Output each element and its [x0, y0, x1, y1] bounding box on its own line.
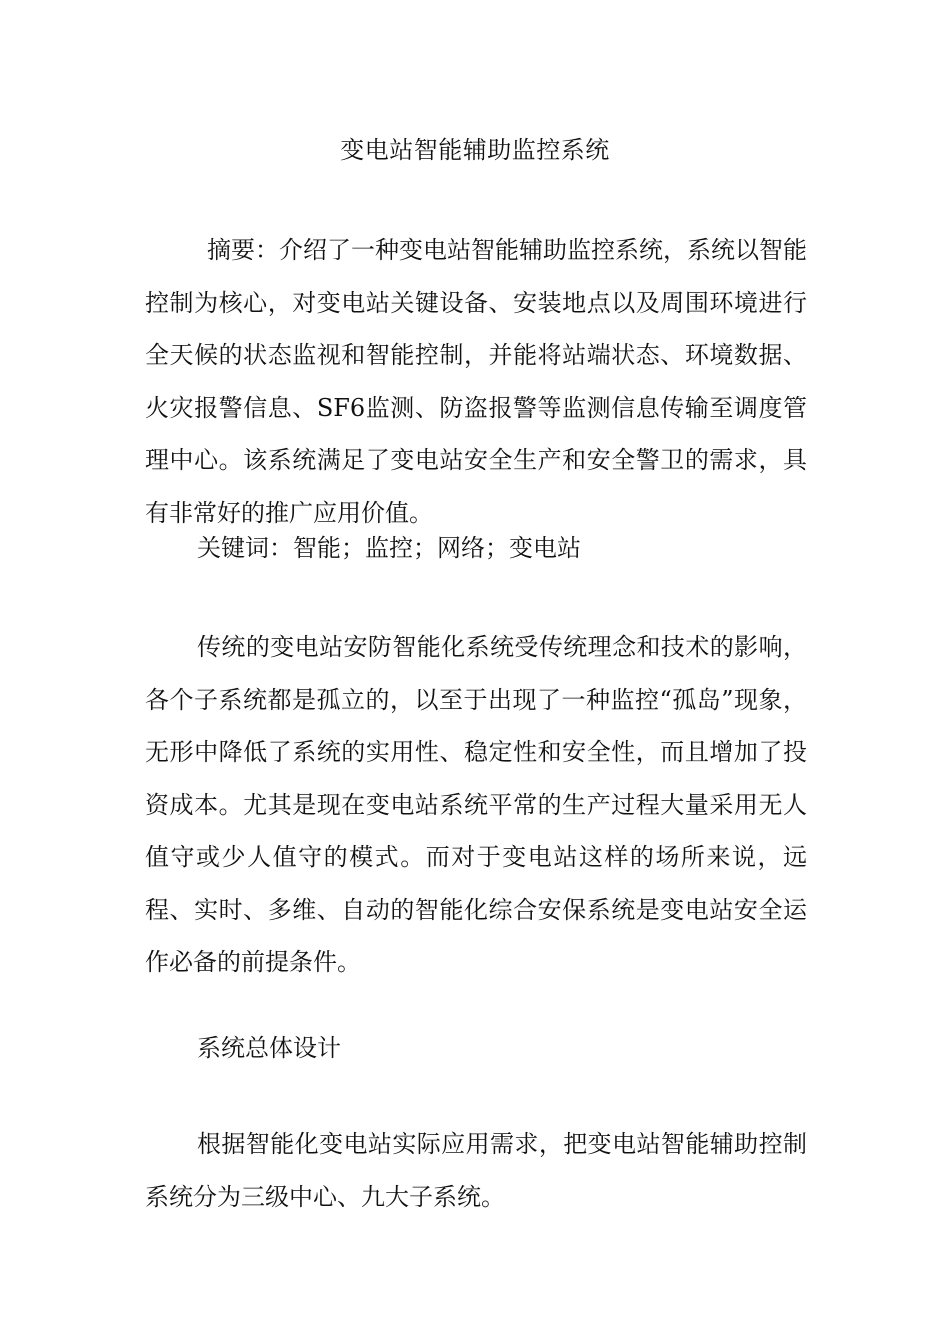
abstract-paragraph: 摘要：介绍了一种变电站智能辅助监控系统，系统以智能控制为核心，对变电站关键设备、安装地点以及周围环境进行全天候的状态监视和智能控制，并能将站端状态、环境数据、火灾报警信息、SF6监测、防盗报警等监测信息传输至调度管理中心。该系统满足了变电站安全生产和安全警卫的需求，具有非常好的推广应用价值。: [145, 236, 807, 527]
section-heading: 系统总体设计: [197, 1034, 341, 1062]
body-paragraph-1: 传统的变电站安防智能化系统受传统理念和技术的影响，各个子系统都是孤立的，以至于出现了一种监控“孤岛”现象，无形中降低了系统的实用性、稳定性和安全性，而且增加了投资成本。尤其是现在变电站系统平常的生产过程大量采用无人值守或少人值守的模式。而对于变电站这样的场所来说，远程、实时、多维、自动的智能化综合安保系统是变电站安全运作必备的前提条件。: [145, 633, 807, 976]
keywords-line: 关键词：智能；监控；网络；变电站: [197, 534, 581, 562]
document-title: 变电站智能辅助监控系统: [340, 136, 610, 164]
body-paragraph-2: 根据智能化变电站实际应用需求，把变电站智能辅助控制系统分为三级中心、九大子系统。: [145, 1130, 807, 1211]
